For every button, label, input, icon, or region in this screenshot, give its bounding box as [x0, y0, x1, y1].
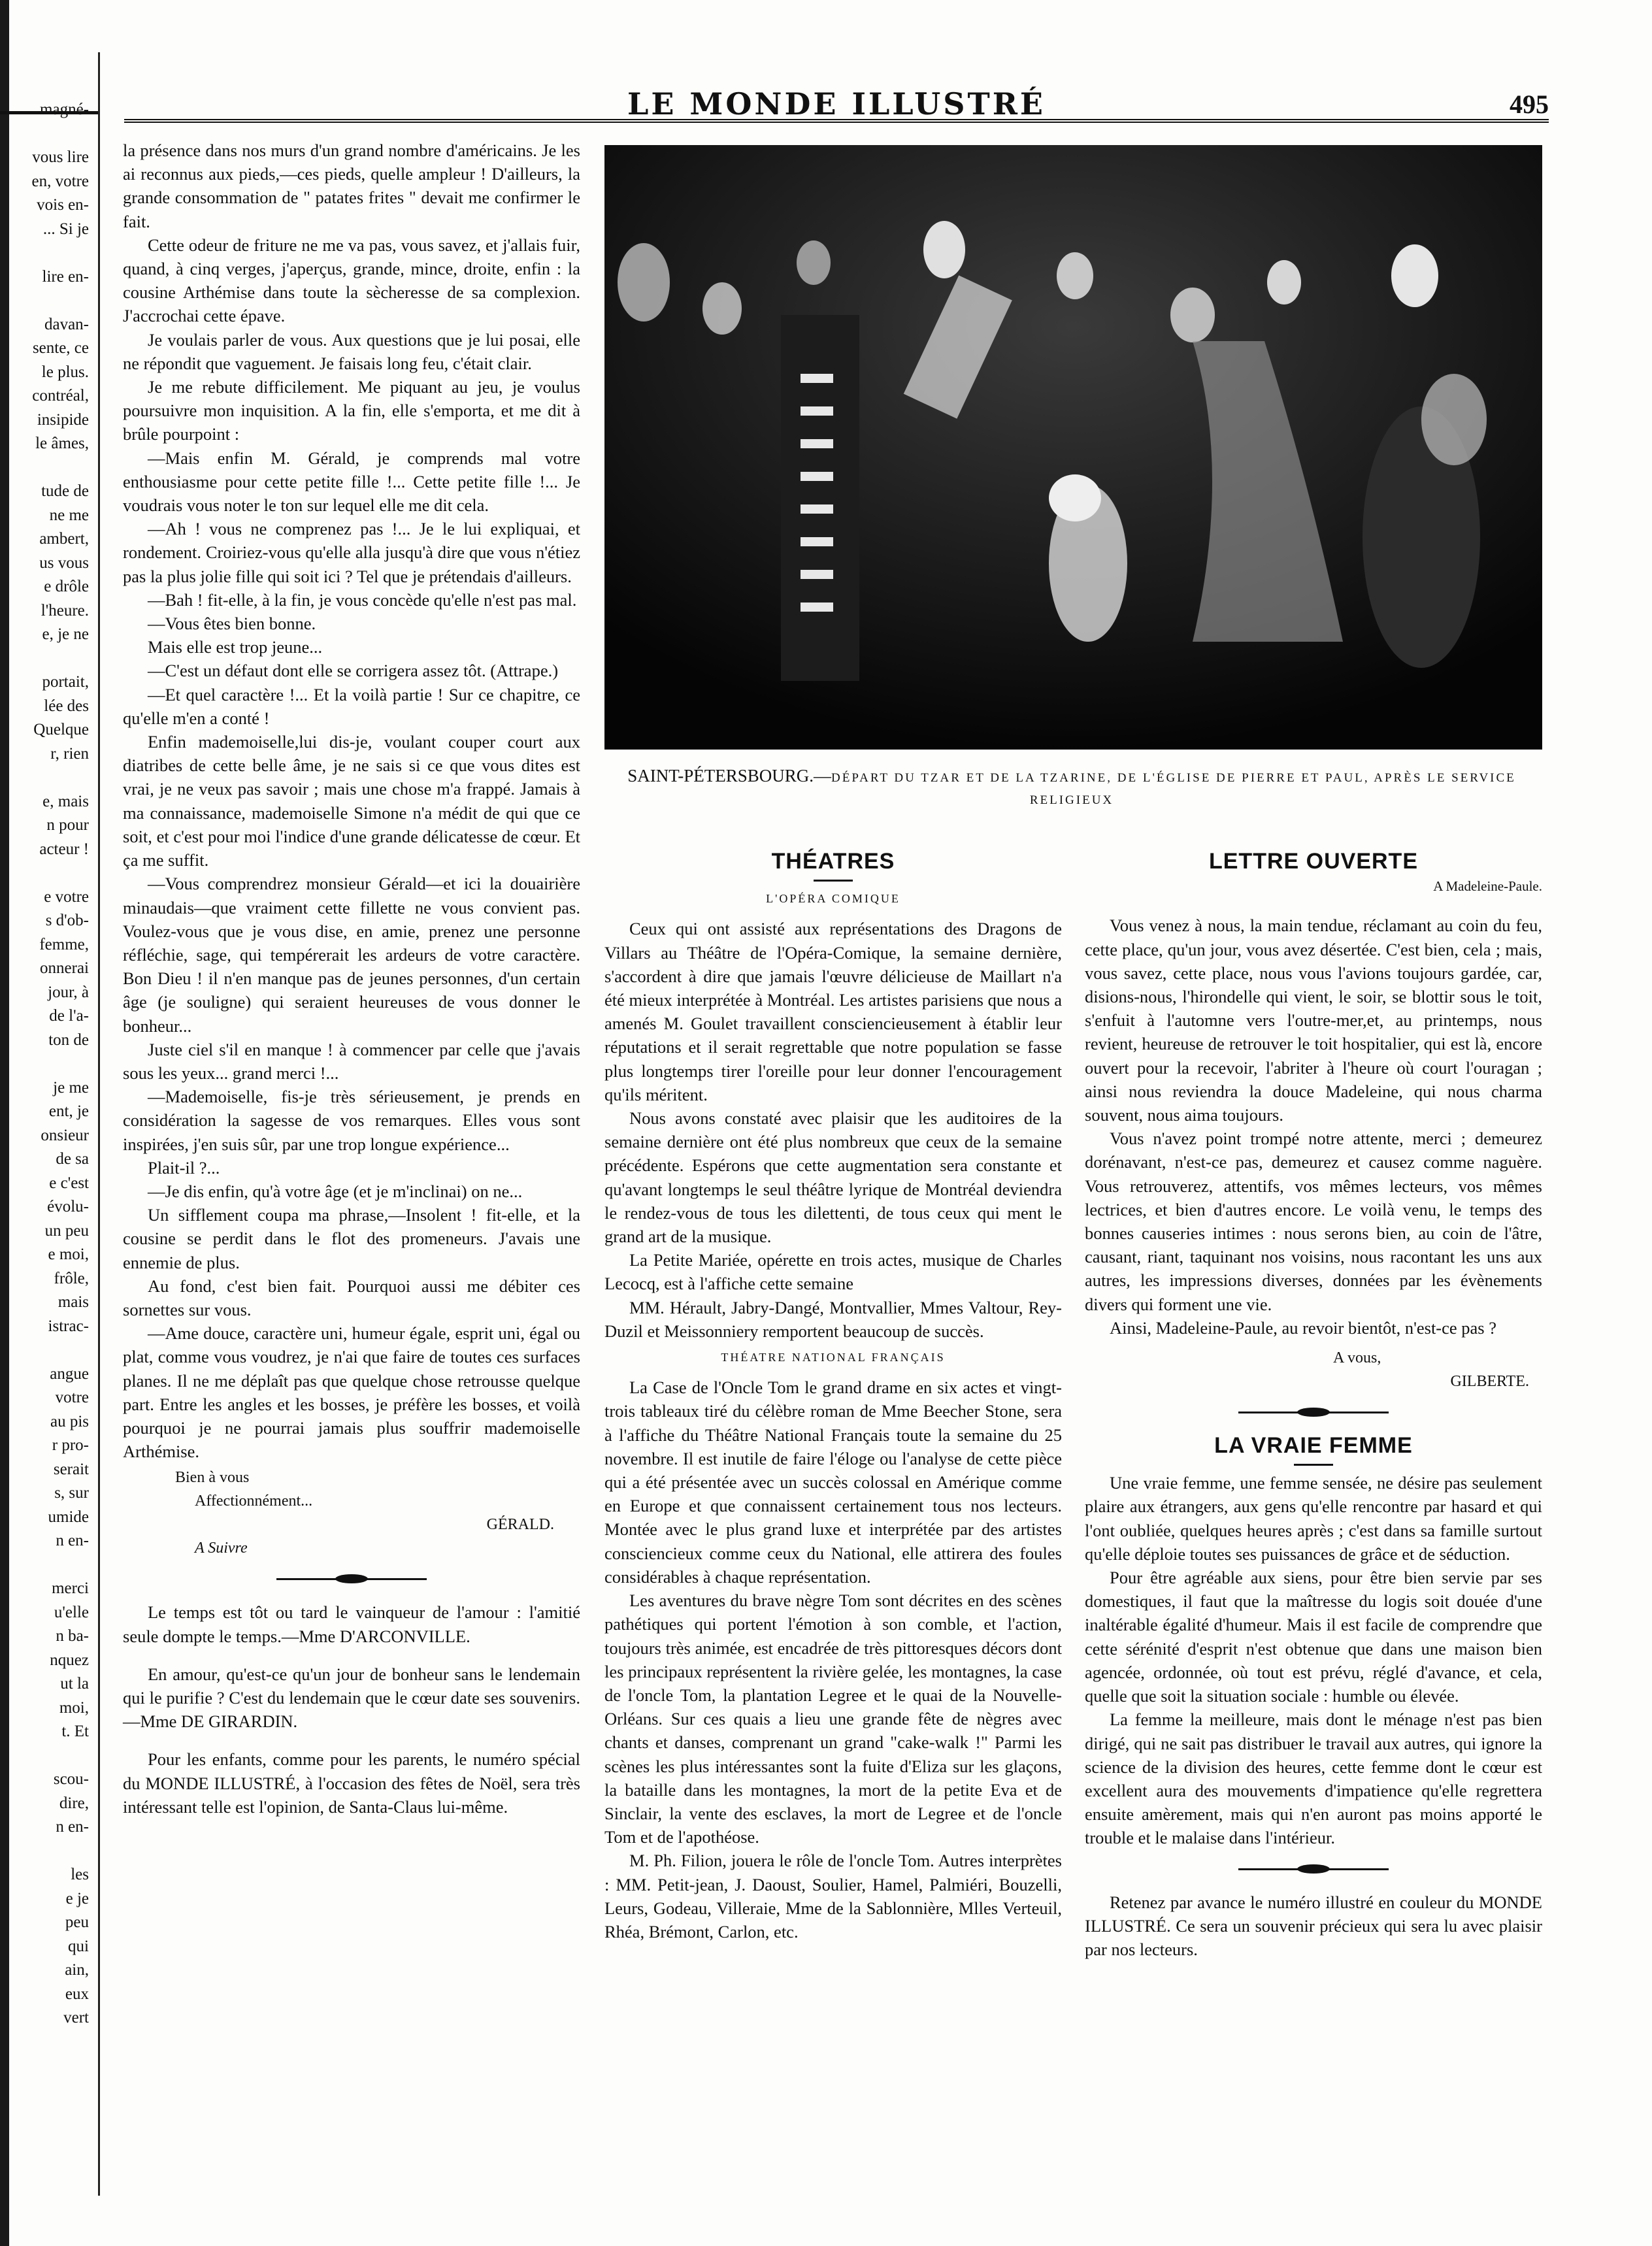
prev-page-fragment: nquez — [50, 1651, 89, 1669]
lettre-paragraph: Ainsi, Madeleine-Paule, au revoir bientôt, n'est-ce pas ? — [1110, 1317, 1496, 1338]
left-column-body — [123, 139, 580, 1463]
theatre-national-subheading: THÉATRE NATIONAL FRANÇAIS — [721, 1351, 946, 1364]
section-ornament — [1238, 1408, 1389, 1417]
article-paragraph: —Mais enfin M. Gérald, je comprends mal votre enthousiasme pour cette petite fille !... Cette petite fille !... Je voudrais vous noter le ton sur lequel elle me dit cela. — [123, 448, 580, 516]
prev-page-fragment — [12, 1553, 89, 1577]
a-suivre: A Suivre — [195, 1540, 248, 1557]
prev-page-fragment — [12, 766, 89, 790]
prev-page-fragment: ambert, — [39, 530, 89, 548]
prev-page-fragment: les — [71, 1866, 89, 1883]
previous-page-column — [12, 98, 89, 2030]
prev-page-fragment: r pro- — [52, 1436, 89, 1454]
section-ornament — [1238, 1864, 1389, 1874]
prev-page-fragment: insipide — [37, 410, 89, 429]
prev-page-fragment: votre — [55, 1389, 89, 1406]
prev-page-fragment: Quelque — [33, 721, 89, 738]
prev-page-fragment: ut la — [60, 1675, 89, 1693]
prev-page-fragment: n pour — [46, 816, 89, 834]
prev-page-fragment: ent, je — [48, 1102, 89, 1120]
closing-line-2: Affectionnément... — [195, 1493, 313, 1510]
prev-page-fragment: jour, à — [48, 983, 89, 1001]
theatres-paragraph: M. Ph. Filion, jouera le rôle de l'oncle Tom. Autres interprètes : MM. Petit-jean, J. Daoust, Soulier, Hamel, Palmiéri, Bouzelli, Leurs, Godeau, Villeraie, Mme de la Sablonnière, Mlles Verteuil, Rhéa, Brémont, Carlon, etc. — [604, 1851, 1062, 1941]
newspaper-title: LE MONDE ILLUSTRÉ — [627, 86, 1046, 122]
masthead-rule — [124, 119, 1549, 123]
right-column — [1085, 850, 1542, 1961]
prev-page-fragment: lire en- — [42, 267, 89, 286]
article-paragraph: —Bah ! fit-elle, à la fin, je vous concède qu'elle n'est pas mal. — [148, 589, 577, 610]
prev-page-fragment: tude de — [41, 482, 89, 500]
prev-page-fragment: n ba- — [56, 1627, 89, 1645]
article-paragraph: Un sifflement coupa ma phrase,—Insolent ! fit-elle, et la cousine se perdit dans le flot des promeneurs. J'avais une ennemie de plus. — [123, 1205, 580, 1272]
prev-page-fragment: vois en- — [37, 196, 89, 214]
theatres-paragraph: La Petite Mariée, opérette en trois actes, musique de Charles Lecocq, est à l'affiche cette semaine — [604, 1250, 1062, 1294]
prev-page-fragment: scou- — [53, 1770, 89, 1788]
prev-page-fragment: magné- — [40, 101, 89, 118]
prev-page-fragment: de l'a- — [49, 1007, 89, 1025]
page-gutter-shadow — [0, 0, 9, 2246]
prev-page-fragment — [12, 1744, 89, 1768]
prev-page-fragment: contréal, — [32, 387, 89, 405]
prev-page-fragment: e votre — [44, 887, 89, 906]
prev-page-fragment: e, mais — [42, 792, 89, 810]
prev-page-fragment: e drôle — [44, 578, 89, 595]
prev-page-fragment: onnerai — [40, 959, 89, 977]
closing-line-1: Bien à vous — [175, 1469, 250, 1487]
article-paragraph: —Mademoiselle, fis-je très sérieusement, je prends en considération la sagesse de vos remarques. Elles vous sont inspirées, j'en suis sûr, par une trop longue expérience... — [123, 1087, 580, 1154]
prev-page-fragment — [12, 289, 89, 313]
vraie-femme-paragraph: Une vraie femme, une femme sensée, ne désire pas seulement plaire aux étrangers, aux gens qu'elle rencontre par hasard et qui l'ont oubliée, quelques heures après ; c'est dans sa famille surtout qu'elle déploie toutes ses puissances de grâce et de séduction. — [1085, 1473, 1542, 1564]
prev-page-fragment: frôle, — [54, 1269, 89, 1287]
prev-page-fragment — [12, 1052, 89, 1076]
prev-page-fragment — [12, 1840, 89, 1864]
prev-page-fragment: le plus. — [41, 363, 89, 381]
opera-comique-subheading: L'OPÉRA COMIQUE — [766, 892, 900, 906]
article-paragraph: —Ame douce, caractère uni, humeur égale, esprit uni, égal ou plat, comme vous voudrez, je n'ai que faire de toutes ces surfaces planes. Il ne me déplaît pas que quelque chose retrousse quelque part. Entre les angles et les bosses, je préfère les bosses, et voilà pourquoi je ne pourrai jamais plus souffrir mademoiselle Arthémise. — [123, 1323, 580, 1462]
prev-page-fragment: t. Et — [61, 1723, 89, 1740]
article-paragraph: Au fond, c'est bien fait. Pourquoi aussi me débiter ces sornettes sur vous. — [123, 1276, 580, 1319]
prev-page-fragment: en, votre — [31, 172, 89, 190]
theatres-column — [604, 850, 1062, 1943]
prev-page-fragment: serait — [53, 1460, 89, 1478]
prev-page-fragment: femme, — [39, 935, 89, 953]
section-ornament — [276, 1574, 427, 1583]
article-paragraph: Juste ciel s'il en manque ! à commencer par celle que j'avais sous les yeux... grand merci !... — [123, 1039, 580, 1083]
prev-page-fragment: n en- — [56, 1532, 89, 1549]
photo-caption — [588, 766, 1555, 810]
prev-page-fragment: ... Si je — [42, 220, 89, 238]
prev-page-fragment: sente, ce — [32, 339, 89, 357]
prev-page-fragment: us vous — [39, 553, 89, 572]
prev-page-fragment: onsieur — [41, 1126, 89, 1144]
gutter-rule — [98, 52, 107, 2196]
prev-page-fragment: e, je ne — [42, 625, 89, 643]
prev-page-fragment: u'elle — [54, 1603, 89, 1621]
prev-page-fragment: l'heure. — [41, 601, 89, 619]
lettre-addressee: A Madeleine-Paule. — [1433, 878, 1542, 895]
prev-page-fragment: s, sur — [54, 1484, 89, 1502]
prev-page-fragment: évolu- — [47, 1198, 89, 1215]
article-paragraph: Je me rebute difficilement. Me piquant au jeu, je voulus poursuivre mon inquisition. A la fin, elle s'emporta, et me dit à brûle pourpoint : — [123, 377, 580, 444]
lettre-paragraph: Vous n'avez point trompé notre attente, merci ; demeurez dorénavant, n'est-ce pas, demeurez et causez comme naguère. Vous retrouverez, attentifs, vos mêmes lecteurs, vos mêmes lectrices, et bien d'autres encore. Le voilà venu, le temps des bonnes causeries intimes : nous serons bien, au coin de l'âtre, causant, riant, taquinant nos voisins, nous racontant les uns aux autres, les impressions diverses, données par les évènements divers qui forment une vie. — [1085, 1129, 1542, 1314]
prev-page-fragment: eux — [65, 1985, 89, 2003]
prev-page-fragment — [12, 1338, 89, 1362]
vraie-femme-paragraph: La femme la meilleure, mais dont le ménage n'est pas bien dirigé, qui ne sait pas distribuer le travail aux autres, qui ignore la science de la division des heures, cette femme dont le cœur est excellent aura des mouvements d'impatience qu'elle regrettera ensuite amèrement, mais qui n'en auront pas moins apporté le trouble et le malaise dans l'intérieur. — [1085, 1709, 1542, 1848]
prev-page-fragment: merci — [52, 1579, 89, 1597]
quote-arconville: Le temps est tôt ou tard le vainqueur de l'amour : l'amitié seule dompte le temps.—Mme D'ARCONVILLE. — [123, 1602, 580, 1646]
left-column-article — [123, 139, 580, 1819]
prev-page-fragment: acteur ! — [39, 840, 89, 858]
prev-page-fragment: e c'est — [49, 1174, 89, 1192]
news-photograph — [604, 145, 1542, 750]
heading-rule — [1294, 1464, 1333, 1466]
theatres-paragraph: Les aventures du brave nègre Tom sont décrites en des scènes pathétiques qui portent l'émotion à son comble, et l'action, toujours très animée, est encadrée de très pittoresques décors dont les principaux représentent la rivière gelée, les montagnes, la case de l'oncle Tom, la plantation Legree et le quai de la Nouvelle-Orléans. Sur ces quais a lieu une grande fête de nègres avec chants et danses, comprenant un grand "cake-walk !" Parmi les scènes les plus intéressantes sont la fuite d'Eliza sur les glaçons, la bataille dans les montagnes, la mort de la petite Eva et de Sinclair, la vente des esclaves, la mort de Legree et de l'oncle Tom et de l'apothéose. — [604, 1591, 1062, 1847]
article-paragraph: Cette odeur de friture ne me va pas, vous savez, et j'allais fuir, quand, à cinq verges, j'aperçus, grande, mince, droite, enfin : la cousine Arthémise dans toute la sècheresse de sa complexion. J'accrochai cette épave. — [123, 235, 580, 326]
notice-color-issue: Retenez par avance le numéro illustré en couleur du MONDE ILLUSTRÉ. Ce sera un souvenir précieux qui sera lu avec plaisir par nos lecteurs. — [1085, 1892, 1542, 1959]
article-paragraph: Enfin mademoiselle,lui dis-je, voulant couper court aux diatribes de cette belle âme, je ne sais si ce que vous dites est vrai, je ne veux pas savoir ; mais une chose m'a frappé. Jamais à ma connaissance, mademoiselle Simone n'a médit de qui que ce soit, et c'est pour moi l'indice d'une grande délicatesse de cœur. Et ça me suffit. — [123, 732, 580, 870]
lettre-closing: A vous, — [1333, 1349, 1381, 1367]
vraie-femme-heading: LA VRAIE FEMME — [1214, 1433, 1413, 1459]
vraie-femme-paragraph: Pour être agréable aux siens, pour être bien servie par ses domestiques, il faut que la maîtresse du logis soit douée d'une inaltérable égalité d'humeur. Mais il est facile de comprendre que cette sérénité d'esprit n'est obtenue que dans une maison bien agencée, ordonnée, où tout est prévu, réglé d'avance, et cela, quelle que soit la situation sociale : humble ou élevée. — [1085, 1568, 1542, 1706]
prev-page-fragment — [12, 647, 89, 671]
prev-page-fragment: n en- — [56, 1818, 89, 1836]
theatres-paragraph: La Case de l'Oncle Tom le grand drame en six actes et vingt-trois tableaux tiré du célèbre roman de Mme Beecher Stone, sera à l'affiche du Théâtre National Français toute la semaine du 25 novembre. Il est inutile de faire l'éloge ou l'analyse de cette pièce qui a été présentée avec un succès colossal en Amérique comme en Europe et que connaissent certainement tous nos lecteurs. Montée avec le plus grand luxe et interprétée par des artistes consciencieux comme ceux du National, elle attirera des foules considérables à chaque représentation. — [604, 1378, 1062, 1587]
lettre-heading: LETTRE OUVERTE — [1208, 849, 1419, 874]
prev-page-fragment: au pis — [50, 1412, 89, 1430]
caption-description: DÉPART DU TZAR ET DE LA TZARINE, DE L'ÉGLISE DE PIERRE ET PAUL, APRÈS LE SERVICE RELIGIEUX — [831, 771, 1516, 807]
prev-page-fragment: le âmes, — [35, 435, 89, 452]
signature-gilberte: GILBERTE. — [1450, 1373, 1529, 1391]
prev-page-fragment: e je — [65, 1889, 89, 1907]
prev-page-fragment: s d'ob- — [45, 912, 89, 929]
prev-page-fragment: de sa — [56, 1150, 89, 1168]
lettre-paragraph: Vous venez à nous, la main tendue, réclamant au coin du feu, cette place, qu'un jour, vous avez désertée. C'est bien, cela ; mais, vous savez, cette place, nous vous l'avions toujours gardée, car, disions-nous, l'hirondelle qui vient, le soir, se blottir sous le toit, s'enfuit à l'automne vers l'outre-mer,et, au printemps, nous revient, heureuse de retrouver le toit hospitalier, qui est là, encore ouvert pour la recevoir, l'abriter à l'heure où court l'ouragan ; ainsi nous reviendra la douce Madeleine, qui nous charma souvent, nous aima toujours. — [1085, 916, 1542, 1125]
prev-page-fragment: umide — [48, 1508, 89, 1526]
photo-image — [604, 145, 1542, 750]
prev-page-fragment: istrac- — [48, 1317, 89, 1335]
article-paragraph: —Vous êtes bien bonne. — [148, 614, 316, 634]
caption-location: SAINT-PÉTERSBOURG.— — [627, 766, 831, 785]
prev-page-fragment: lée des — [44, 697, 89, 715]
prev-page-fragment: dire, — [59, 1794, 89, 1812]
article-paragraph: Je voulais parler de vous. Aux questions que je lui posai, elle ne répondit que vaguement. Je faisais long feu, c'était clair. — [123, 329, 580, 373]
prev-page-fragment: peu — [65, 1913, 89, 1931]
prev-page-fragment — [12, 861, 89, 885]
prev-page-fragment: ne me — [49, 506, 89, 524]
article-paragraph: Plait-il ?... — [148, 1157, 220, 1178]
prev-page-fragment: un peu — [44, 1221, 89, 1240]
prev-page-fragment: ain, — [65, 1961, 89, 1979]
article-paragraph: —Vous comprendrez monsieur Gérald—et ici la douairière minaudais—que vraiment cette fillette ne vous convient pas. Voulez-vous que je vous dise, en amie, prenez une personne réfléchie, sage, qui tempérerait les ardeurs de votre caractère. Bon Dieu ! il n'en manque pas de jeunes personnes, d'un certain âge (je souligne) qui seraient heureuses de vous donner le bonheur... — [123, 874, 580, 1036]
prev-page-fragment: mais — [58, 1293, 89, 1311]
prev-page-fragment: vous lire — [32, 148, 89, 166]
prev-page-fragment — [12, 122, 89, 146]
prev-page-fragment: angue — [50, 1364, 89, 1383]
prev-page-fragment: qui — [68, 1937, 89, 1955]
prev-page-fragment — [12, 456, 89, 480]
prev-page-fragment: davan- — [44, 315, 89, 333]
article-paragraph: —Et quel caractère !... Et la voilà partie ! Sur ce chapitre, ce qu'elle m'en a conté ! — [123, 684, 580, 728]
article-paragraph: —Ah ! vous ne comprenez pas !... Je le lui expliquai, et rondement. Croiriez-vous qu'elle alla jusqu'à dire que vous n'étiez pas la plus jolie fille qui soit ici ? Tel que je prétendais d'ailleurs. — [123, 519, 580, 586]
quote-girardin: En amour, qu'est-ce qu'un jour de bonheur sans le lendemain qui le purifie ? C'est du lendemain que le cœur date ses souvenirs.—Mme DE GIRARDIN. — [123, 1664, 580, 1732]
signature-gerald: GÉRALD. — [486, 1516, 554, 1534]
prev-page-fragment: je me — [53, 1078, 89, 1097]
notice-christmas-issue: Pour les enfants, comme pour les parents, le numéro spécial du MONDE ILLUSTRÉ, à l'occasion des fêtes de Noël, sera très intéressant telle est l'opinion, de Santa-Claus lui-même. — [123, 1749, 580, 1817]
prev-page-fragment: moi, — [59, 1698, 89, 1717]
prev-page-fragment: e moi, — [48, 1246, 89, 1263]
prev-page-fragment: vert — [63, 2009, 89, 2026]
heading-rule — [814, 880, 853, 882]
prev-page-fragment: r, rien — [50, 744, 89, 763]
article-paragraph: la présence dans nos murs d'un grand nombre d'américains. Je les ai reconnus aux pieds,—ces pieds, quelle ampleur ! D'ailleurs, la grande consommation de " patates frites " devait me confirmer le fait. — [123, 140, 580, 231]
article-paragraph: —Je dis enfin, qu'à votre âge (et je m'inclinai) on ne... — [148, 1181, 523, 1201]
prev-page-fragment: ton de — [48, 1031, 89, 1049]
article-paragraph: Mais elle est trop jeune... — [148, 637, 323, 657]
masthead — [124, 86, 1549, 122]
theatres-heading: THÉATRES — [771, 849, 895, 874]
theatres-paragraph: MM. Hérault, Jabry-Dangé, Montvallier, Mmes Valtour, Rey-Duzil et Meissonniery remportent beaucoup de succès. — [604, 1297, 1062, 1341]
article-paragraph: —C'est un défaut dont elle se corrigera assez tôt. (Attrape.) — [148, 661, 559, 681]
prev-page-fragment — [12, 241, 89, 265]
theatres-paragraph: Ceux qui ont assisté aux représentations des Dragons de Villars au Théâtre de l'Opéra-Comique, la semaine dernière, s'accordent à dire que jamais l'œuvre délicieuse de Maillart n'a été mieux interprétée à Montréal. Les artistes parisiens que nous a amenés M. Goulet travaillent consciencieusement à établir leur réputations et il serait regrettable que notre population se fasse plus longtemps tirer l'oreille pour leur donner l'encouragement qu'ils méritent. — [604, 919, 1062, 1104]
prev-page-fragment: portait, — [42, 673, 89, 691]
page-number: 495 — [1510, 90, 1549, 119]
theatres-paragraph: Nous avons constaté avec plaisir que les auditoires de la semaine dernière ont été plus nombreux que ceux de la semaine précédente. Espérons que cette augmentation sera constante et qu'avant longtemps le seul théâtre lyrique de Montréal deviendra le rendez-vous de tous les dilettenti, de tous ceux qui ment le grand art de la musique. — [604, 1108, 1062, 1247]
